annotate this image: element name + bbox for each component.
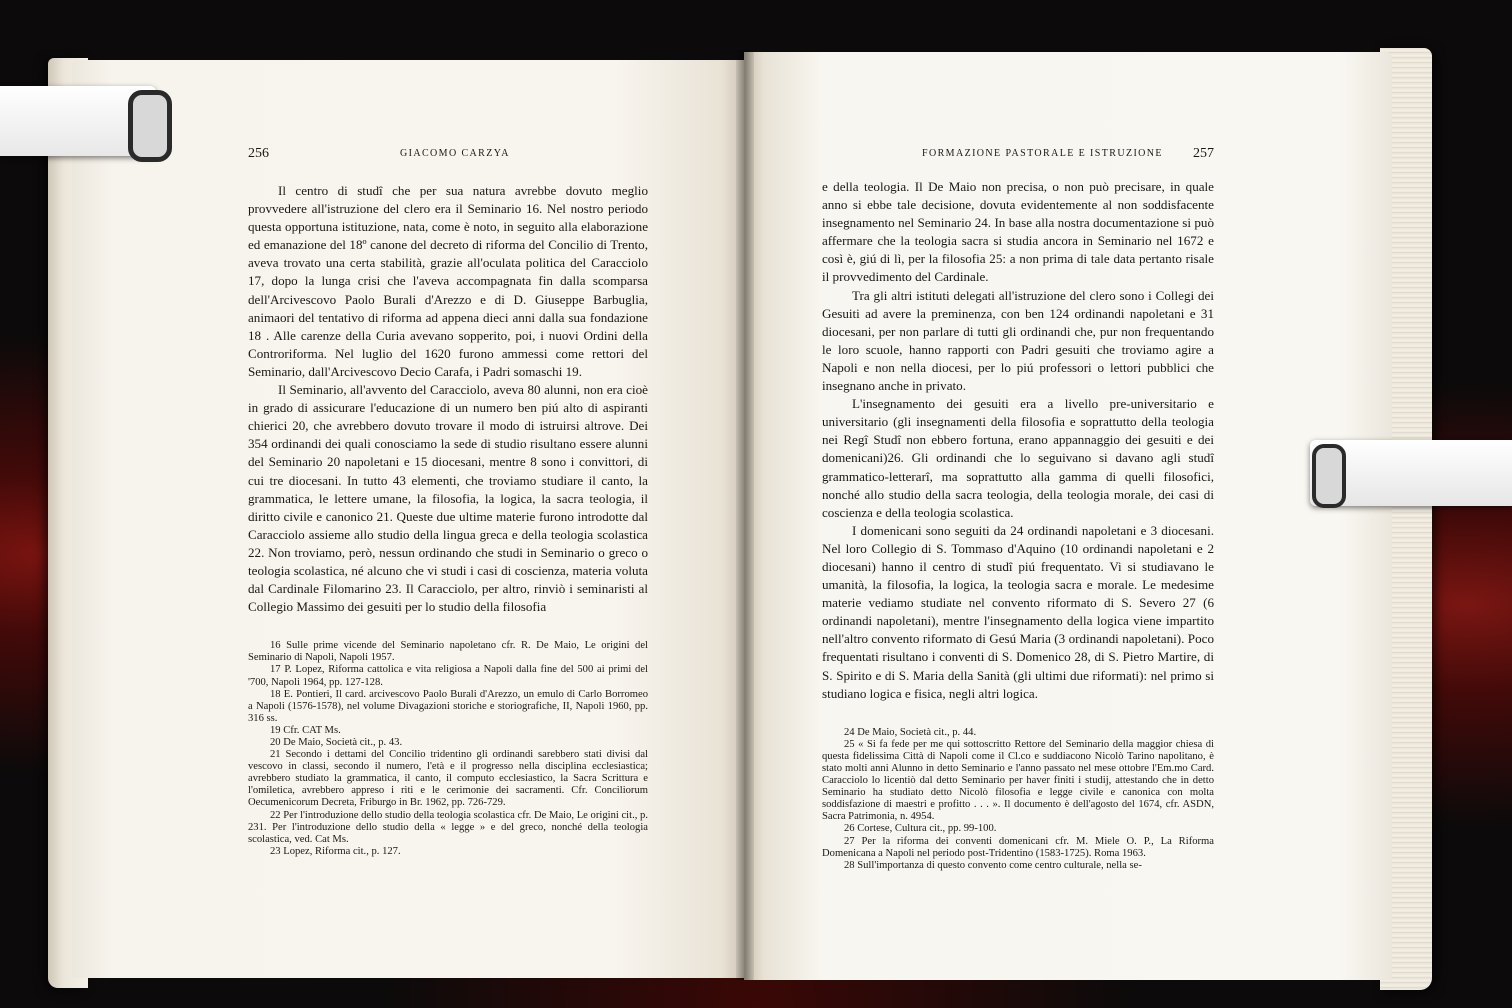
binder-ring-left <box>128 90 172 162</box>
footnote-28: 28 Sull'importanza di questo convento come centro culturale, nella se- <box>844 859 1142 871</box>
footnote-26: 26 Cortese, Cultura cit., pp. 99-100. <box>844 823 997 835</box>
right-paragraph-3: L'insegnamento dei gesuiti era a livello pre-universitario e universitario (gli insegnamenti della filosofia e soprattutto della teologia nei Regî Studî non ebbero fortuna, erano appannaggio dei gesuiti e dei domenicani)26. Gli ordinandi che lo seguivano si davano agli studî grammatico-letterarî, ma soprattutto alla gamma di quelli filosofici, nonché allo studio della sacra teologia, della teologia morale, dei casi di coscienza e della teologia scolastica. <box>822 396 1214 520</box>
right-paragraph-4: I domenicani sono seguiti da 24 ordinandi napoletani e 3 diocesani. Nel loro Collegio di S. Tommaso d'Aquino (10 ordinandi napoletani e 2 diocesani) hanno il centro di studî piú frequentato. Vi si studiavano le umanità, la filosofia, la logica, la teologia sacra e morale. Le medesime materie vediamo studiate nel convento riformato di S. Severo 27 (6 ordinandi napoletani), mentre l'insegnamento della logica viene impartito nell'altro convento riformato di Gesú Maria (3 ordinandi napoletani). Poco frequentati risultano i conventi di S. Domenico 28, di S. Pietro Martire, di S. Spirito e di S. Maria della Sanità (gli ultimi due riformati): nel primo si studiano logica e fisica, negli altri logica. <box>822 522 1214 701</box>
footnote-27: 27 Per la riforma dei conventi domenicani cfr. M. Miele O. P., La Riforma Domenicana a Napoli nel periodo post-Tridentino (1583-1725). Roma 1963. <box>822 835 1214 859</box>
right-page-header <box>822 146 1214 168</box>
left-page-number: 256 <box>248 146 269 161</box>
right-footnotes <box>822 727 1214 872</box>
left-page-text <box>248 146 648 858</box>
footnote-17: 17 P. Lopez, Riforma cattolica e vita religiosa a Napoli dalla fine del 500 ai primi del '700, Napoli 1964, pp. 127-128. <box>248 664 648 688</box>
left-footnotes <box>248 640 648 858</box>
left-running-head: GIACOMO CARZYA <box>400 148 510 159</box>
footnote-20: 20 De Maio, Società cit., p. 43. <box>270 737 403 748</box>
binder-ring-right <box>1312 444 1346 508</box>
right-page-text <box>822 146 1214 872</box>
footnote-22: 22 Per l'introduzione dello studio della teologia scolastica cfr. De Maio, Le origini cit., p. 231. Per l'introduzione dello studio della « legge » e del greco, nonché della teologia scolastica, ved. Cat Ms. <box>248 809 648 845</box>
left-paragraph-1: Il centro di studî che per sua natura avrebbe dovuto meglio provvedere all'istruzione del clero era il Seminario 16. Nel nostro periodo questa opportuna istituzione, nata, come è noto, in seguito alla elaborazione ed emanazione del 18º canone del decreto di riforma del Concilio di Trento, aveva trovato una certa stabilità, grazie all'oculata politica del Caracciolo 17, dopo la lunga crisi che l'aveva accompagnata fin dalla scomparsa dell'Arcivescovo Paolo Burali d'Arezzo e di D. Giuseppe Barbuglia, animaori del tentativo di riforma ad appena dieci anni dalla sua fondazione 18 . Alle carenze della Curia avevano sopperito, poi, i nuovi Ordini della Controriforma. Nel luglio del 1620 furono ammessi come rettori del Seminario, dall'Arcivescovo Decio Carafa, i Padri somaschi 19. <box>248 183 648 379</box>
footnote-16: 16 Sulle prime vicende del Seminario napoletano cfr. R. De Maio, Le origini del Seminario di Napoli, Napoli 1957. <box>248 640 648 664</box>
left-paragraph-2: Il Seminario, all'avvento del Caracciolo, aveva 80 alunni, non era cioè in grado di assicurare l'educazione di un numero ben piú alto di aspiranti chierici 20, che avrebbero dovuto trovare il modo di istruirsi altrove. Dei 354 ordinandi dei quali conosciamo la sede di studio risultano essere alunni del Seminario 20 napoletani e 15 diocesani, mentre 8 sono i convittori, di cui tre diocesani. In tutto 43 elementi, che troviamo studiare il canto, la grammatica, le lettere umane, la filosofia, la logica, la sacra teologia, il diritto civile e canonico 21. Queste due ultime materie furono introdotte dal Caracciolo assieme allo studio della lingua greca e della teologia scolastica 22. Non troviamo, però, nessun ordinando che studi in Seminario o greco o teologia scolastica, né alcuno che vi studi i casi di coscienza, materia voluta dal Cardinale Filomarino 23. Il Caracciolo, per altro, rinviò i seminaristi al Collegio Massimo dei gesuiti per lo studio della filosofia <box>248 382 648 615</box>
footnote-24: 24 De Maio, Società cit., p. 44. <box>844 726 977 738</box>
footnote-19: 19 Cfr. CAT Ms. <box>270 724 341 736</box>
right-page-number: 257 <box>1193 146 1214 161</box>
footnote-21: 21 Secondo i dettami del Concilio tridentino gli ordinandi sarebbero stati divisi dal vescovo in classi, secondo il numero, l'età e il progresso nella disciplina ecclesiastica; avrebbero studiato la grammatica, il canto, il computo ecclesiastico, la Sacra Scrittura e l'omiletica, avrebbero appreso i riti e le cerimonie dei sacramenti. Cfr. Conciliorum Oecumenicorum Decreta, Friburgo in Br. 1962, pp. 726-729. <box>248 749 648 809</box>
right-paragraph-1: e della teologia. Il De Maio non precisa, o non può precisare, in quale anno si ebbe tale decisione, dovuta evidentemente al non soddisfacente insegnamento nel Seminario 24. In base alla nostra documentazione si può affermare che la teologia sacra si studia ancora in Seminario nel 1672 e così è, giú di lì, per la filosofia 25: a non prima di tale data pertanto risale il provvedimento del Cardinale. <box>822 179 1214 285</box>
book-gutter <box>736 50 754 980</box>
right-running-head: FORMAZIONE PASTORALE E ISTRUZIONE <box>922 148 1163 159</box>
footnote-23: 23 Lopez, Riforma cit., p. 127. <box>270 845 401 857</box>
right-paragraph-2: Tra gli altri istituti delegati all'istruzione del clero sono i Collegi dei Gesuiti ad avere la preminenza, con ben 124 ordinandi napoletani e 31 diocesani, per non parlare di tutti gli ordinandi che, pur non frequentando le loro scuole, hanno rapporti con Padri gesuiti che troviamo agire a Napoli e non nella diocesi, per lo piú professori o lettori pubblici che insegnano anche in privato. <box>822 287 1214 394</box>
footnote-25: 25 « Si fa fede per me qui sottoscritto Rettore del Seminario della maggior chiesa di questa fidelissima Città di Napoli come il Cl.co e suddiacono Nicolò Tarino napolitano, è stato molti anni Alunno in detto Seminario e l'anno passato nel mese ottobre l'Em.mo Card. Caracciolo lo licentiò dal detto Seminario per haver finiti i studij, attestando che in detto Seminario ha studiato detto Nicolò filosofia e legge civile e canonica con molta soddisfazione di maestri e profitto . . . ». Il documento è dell'agosto del 1674, cfr. ASDN, Sacra Patrimonia, n. 4954. <box>822 738 1214 823</box>
footnote-18: 18 E. Pontieri, Il card. arcivescovo Paolo Burali d'Arezzo, un emulo di Carlo Borromeo a Napoli (1576-1578), nel volume Divagazioni storiche e storiografiche, II, Napoli 1960, pp. 316 ss. <box>248 688 648 724</box>
left-page-header <box>248 146 648 168</box>
